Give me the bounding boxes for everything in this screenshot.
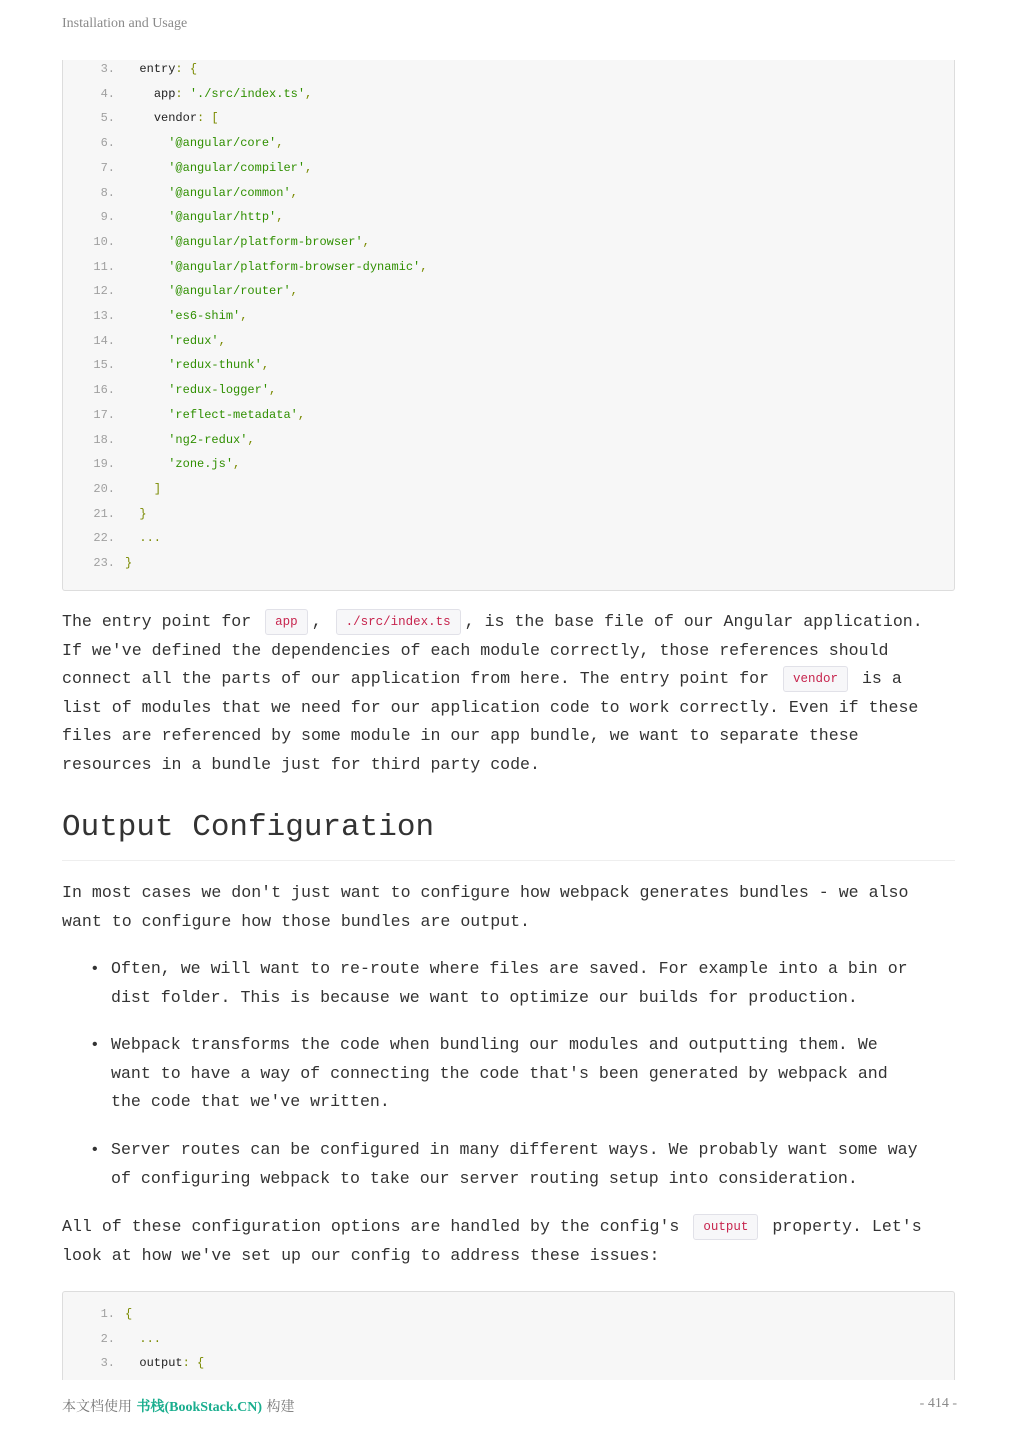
code-line	[63, 480, 954, 498]
code-token	[125, 161, 168, 175]
code-token: '@angular/platform-browser'	[168, 234, 363, 249]
code-token: : [	[197, 111, 219, 126]
code-text	[125, 208, 283, 226]
text: resources in a bundle just for third party code.	[62, 754, 540, 774]
code-token	[125, 507, 139, 521]
code-line	[63, 381, 954, 399]
code-text	[125, 282, 298, 300]
code-line	[63, 307, 954, 325]
code-token	[125, 136, 168, 150]
code-text	[125, 109, 219, 127]
code-text	[125, 332, 226, 350]
text: Often, we will want to re-route where files are saved. For example into a bin or	[111, 959, 908, 978]
code-token	[125, 1356, 139, 1370]
text: If we've defined the dependencies of each module correctly, those references should	[62, 640, 889, 660]
code-token	[125, 111, 154, 125]
code-token: ,	[297, 407, 306, 422]
line-number: 1.	[100, 1307, 115, 1321]
code-token: '@angular/router'	[168, 284, 291, 299]
code-token: '@angular/platform-browser-dynamic'	[168, 259, 421, 274]
code-token: ,	[269, 383, 277, 398]
code-line	[63, 1305, 954, 1323]
text: Webpack transforms the code when bundling our modules and outputting them. We	[111, 1035, 878, 1054]
code-text	[125, 455, 240, 473]
footer-prefix: 本文档使用	[62, 1399, 132, 1415]
text: All of these configuration options are handled by the config's	[62, 1217, 680, 1236]
code-line	[63, 60, 954, 78]
code-text	[125, 1305, 132, 1323]
code-token: ,	[290, 185, 298, 200]
line-number: 10.	[93, 234, 115, 249]
line-number: 2.	[100, 1331, 115, 1346]
code-text	[125, 554, 132, 572]
line-number: 4.	[100, 86, 115, 101]
code-token: ,	[305, 160, 313, 175]
code-token: ,	[276, 210, 284, 225]
bullet-icon: •	[90, 1141, 100, 1159]
code-line	[63, 109, 954, 127]
line-number: 8.	[100, 185, 115, 200]
line-number: 6.	[100, 136, 115, 151]
code-line	[63, 233, 954, 251]
line-number: 17.	[93, 407, 115, 422]
code-line	[63, 332, 954, 350]
code-token: ,	[362, 234, 370, 249]
code-text	[125, 1330, 161, 1348]
code-token	[125, 1332, 139, 1346]
code-text	[125, 480, 161, 498]
code-token	[125, 87, 154, 101]
code-token: ,	[247, 432, 255, 447]
code-token: '@angular/common'	[168, 185, 291, 200]
text: want to configure how those bundles are output.	[62, 911, 531, 931]
line-number: 16.	[93, 383, 115, 398]
code-line	[63, 1354, 954, 1372]
code-token	[125, 457, 168, 471]
line-number: 18.	[93, 432, 115, 447]
text: of configuring webpack to take our server routing setup into consideration.	[111, 1168, 858, 1188]
footer-suffix: 构建	[266, 1399, 295, 1415]
line-number: 19.	[93, 457, 115, 472]
code-token: : {	[175, 62, 198, 76]
code-line	[63, 529, 954, 547]
text: , is the base file of our Angular application.	[464, 612, 923, 631]
text: is a	[861, 669, 902, 688]
code-token: vendor	[153, 111, 198, 126]
code-text	[125, 233, 370, 251]
code-line	[63, 1330, 954, 1348]
line-number: 9.	[100, 210, 115, 225]
code-text	[125, 184, 298, 202]
code-line	[63, 85, 954, 103]
code-token: :	[175, 86, 190, 101]
line-number: 21.	[93, 506, 115, 521]
code-text	[125, 307, 247, 325]
code-token	[125, 186, 168, 200]
code-line	[63, 406, 954, 424]
code-token	[125, 260, 168, 274]
code-token	[125, 284, 168, 298]
code-token: ,	[290, 284, 298, 299]
line-number: 23.	[93, 556, 115, 570]
inline-code-app: app	[265, 609, 308, 635]
paragraph-output	[62, 1213, 962, 1270]
code-token	[125, 210, 168, 224]
code-token: ...	[139, 531, 162, 546]
code-line	[63, 455, 954, 473]
text: dist folder. This is because we want to optimize our builds for production.	[111, 987, 858, 1007]
code-line	[63, 258, 954, 276]
code-token: 'redux-thunk'	[168, 358, 262, 373]
line-number: 11.	[93, 259, 115, 274]
bookstack-link[interactable]: 书栈(BookStack.CN)	[136, 1400, 263, 1415]
code-token: }	[125, 556, 133, 570]
inline-code-index-ts: ./src/index.ts	[336, 609, 461, 635]
code-block-output	[62, 1291, 955, 1380]
line-number: 20.	[93, 481, 115, 496]
running-header: Installation and Usage	[62, 16, 188, 31]
code-token: app	[153, 86, 176, 101]
code-token	[125, 235, 168, 249]
code-token: '@angular/compiler'	[168, 160, 306, 175]
code-token: ,	[261, 358, 270, 373]
text: Server routes can be configured in many different ways. We probably want some way	[111, 1140, 918, 1159]
code-token: ]	[153, 481, 162, 496]
code-token: ,	[218, 333, 226, 348]
code-token: 'ng2-redux'	[168, 432, 248, 447]
bullet-icon: •	[90, 960, 100, 978]
line-number: 7.	[100, 160, 115, 175]
code-token	[125, 482, 154, 496]
code-line	[63, 184, 954, 202]
code-line	[63, 208, 954, 226]
inline-code-vendor: vendor	[783, 666, 848, 692]
code-line	[63, 431, 954, 449]
text: connect all the parts of our application from here. The entry point for	[62, 669, 770, 688]
code-token: 'zone.js'	[168, 457, 234, 472]
text: the code that we've written.	[111, 1092, 390, 1111]
code-text	[125, 529, 161, 547]
footer-credit	[62, 1396, 295, 1416]
text: list of modules that we need for our application code to work correctly. Even if these	[62, 697, 919, 717]
code-token	[125, 334, 168, 348]
text: files are referenced by some module in our app bundle, we want to separate these	[62, 726, 859, 745]
line-number: 12.	[93, 284, 115, 299]
line-number: 5.	[100, 111, 115, 126]
code-text	[125, 85, 312, 103]
code-token: ,	[420, 259, 428, 274]
code-token: 'redux'	[168, 333, 219, 348]
code-text	[125, 134, 283, 152]
code-text	[125, 505, 147, 523]
code-line	[63, 505, 954, 523]
code-token: 'reflect-metadata'	[168, 407, 298, 422]
code-text	[125, 406, 305, 424]
code-text	[125, 356, 269, 374]
code-token: output	[139, 1356, 183, 1370]
line-number: 22.	[93, 531, 115, 546]
line-number: 14.	[93, 333, 115, 348]
code-line	[63, 356, 954, 374]
text: The entry point for	[62, 612, 252, 631]
code-token: ...	[139, 1331, 162, 1346]
bullet-icon: •	[90, 1036, 100, 1054]
code-text	[125, 1354, 204, 1372]
code-text	[125, 60, 197, 78]
line-number: 3.	[100, 1356, 115, 1370]
code-token: '@angular/http'	[168, 210, 277, 225]
line-number: 13.	[93, 309, 115, 323]
code-line	[63, 554, 954, 572]
code-token	[125, 358, 168, 372]
inline-code-output: output	[693, 1214, 758, 1240]
code-token	[125, 309, 168, 323]
code-token: '@angular/core'	[168, 136, 277, 151]
code-token	[125, 531, 139, 545]
code-token: }	[139, 506, 147, 521]
code-line	[63, 134, 954, 152]
text: In most cases we don't just want to configure how webpack generates bundles - we also	[62, 883, 909, 902]
text: look at how we've set up our config to address these issues:	[62, 1245, 660, 1265]
code-token	[125, 408, 168, 422]
text: ,	[311, 612, 322, 631]
code-token: ,	[305, 86, 313, 101]
code-block-entry	[62, 60, 955, 591]
code-token: ,	[233, 457, 241, 472]
code-token: entry	[139, 62, 176, 76]
code-token: ,	[240, 309, 248, 323]
line-number: 15.	[93, 358, 115, 373]
text: want to have a way of connecting the code that's been generated by webpack and	[111, 1063, 888, 1083]
code-token	[125, 62, 139, 76]
code-token: './src/index.ts'	[189, 86, 306, 101]
code-text	[125, 258, 427, 276]
section-heading: Output Configuration	[62, 810, 435, 845]
code-token: 'es6-shim'	[168, 309, 241, 323]
paragraph-entry-point	[62, 608, 962, 779]
page-number: - 414 -	[919, 1396, 957, 1411]
code-token: ,	[276, 136, 284, 151]
code-text	[125, 381, 276, 399]
code-token: : {	[182, 1356, 205, 1370]
code-token: 'redux-logger'	[168, 383, 270, 398]
code-line	[63, 159, 954, 177]
code-token	[125, 433, 168, 447]
text: property. Let's	[772, 1217, 922, 1236]
code-line	[63, 282, 954, 300]
code-text	[125, 431, 255, 449]
heading-divider	[62, 860, 955, 861]
code-text	[125, 159, 312, 177]
line-number: 3.	[100, 62, 115, 76]
paragraph-intro	[62, 879, 962, 936]
code-token: {	[125, 1307, 133, 1321]
code-token	[125, 383, 168, 397]
